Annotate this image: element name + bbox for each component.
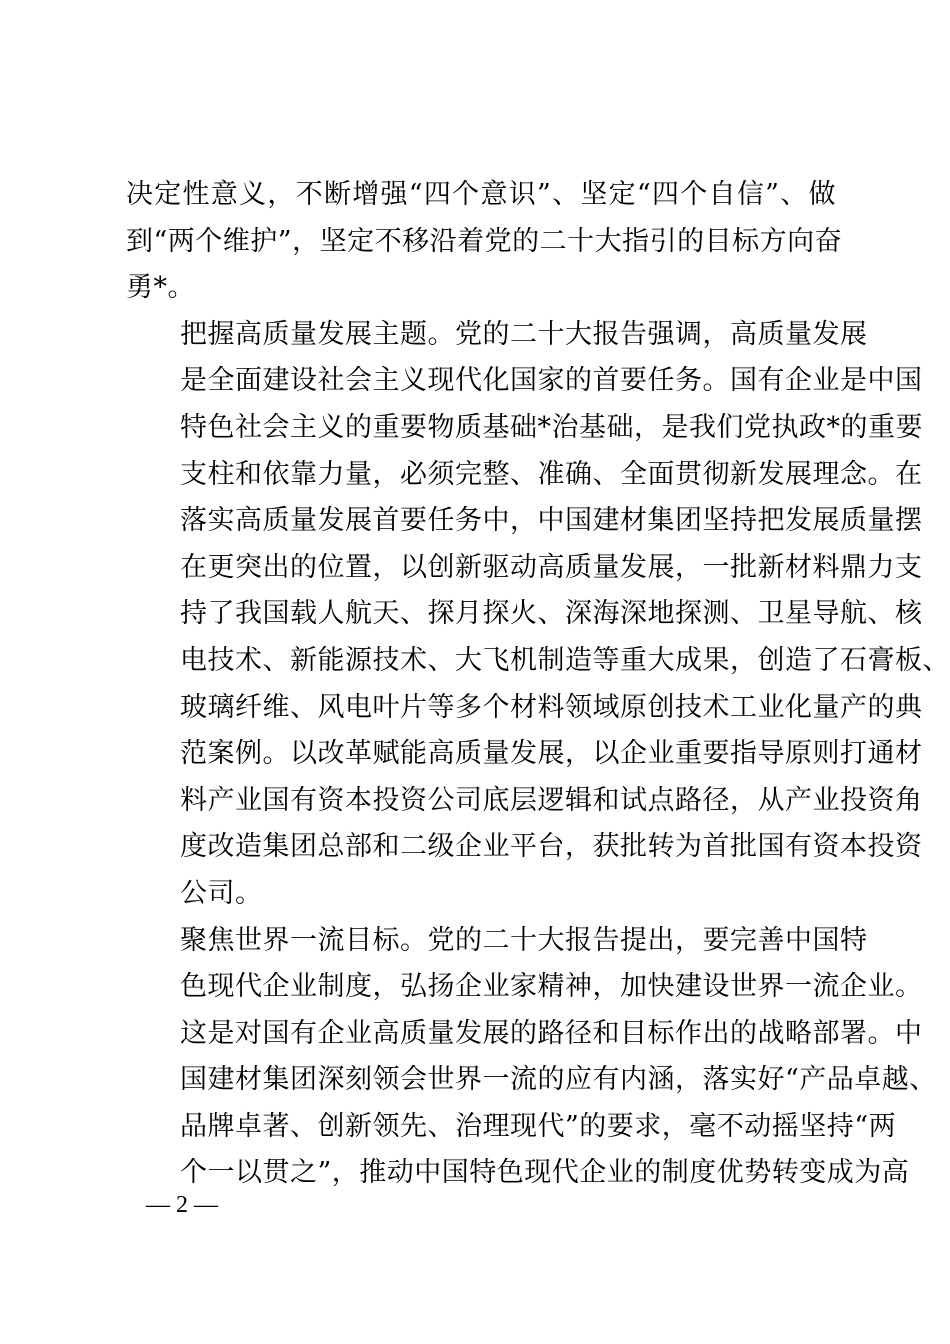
text-line: 聚焦世界一流目标。党的二十大报告提出，要完善中国特 (180, 924, 868, 956)
text-line: 把握高质量发展主题。党的二十大报告强调，高质量发展 (180, 318, 868, 350)
text-line: 电技术、新能源技术、大飞机制造等重大成果，创造了石膏板、 (180, 644, 950, 676)
text-line: 国建材集团深刻领会世界一流的应有内涵，落实好“产品卓越、 (180, 1064, 937, 1096)
text-line: 色现代企业制度，弘扬企业家精神，加快建设世界一流企业。 (180, 971, 923, 1003)
text-line: 玻璃纤维、风电叶片等多个材料领域原创技术工业化量产的典 (180, 691, 923, 723)
text-line: 到“两个维护”，坚定不移沿着党的二十大指引的目标方向奋 (126, 225, 843, 257)
paragraph (126, 312, 950, 918)
page-number: — 2 — (146, 1192, 218, 1218)
text-line: 公司。 (180, 877, 263, 909)
text-line: 料产业国有资本投资公司底层逻辑和试点路径，从产业投资角 (180, 784, 923, 816)
document-body (126, 172, 950, 1197)
text-line: 是全面建设社会主义现代化国家的首要任务。国有企业是中国 (180, 365, 923, 397)
text-line: 特色社会主义的重要物质基础*治基础，是我们党执政*的重要 (180, 411, 923, 443)
text-line: 在更突出的位置，以创新驱动高质量发展，一批新材料鼎力支 (180, 551, 923, 583)
text-line: 落实高质量发展首要任务中，中国建材集团坚持把发展质量摆 (180, 505, 923, 537)
paragraph (126, 172, 843, 312)
paragraph (126, 918, 937, 1198)
text-line: 品牌卓著、创新领先、治理现代”的要求，毫不动摇坚持“两 (180, 1110, 897, 1142)
text-line: 度改造集团总部和二级企业平台，获批转为首批国有资本投资 (180, 831, 923, 863)
text-line: 范案例。以改革赋能高质量发展，以企业重要指导原则打通材 (180, 738, 923, 770)
text-line: 支柱和依靠力量，必须完整、准确、全面贯彻新发展理念。在 (180, 458, 923, 490)
text-line: 这是对国有企业高质量发展的路径和目标作出的战略部署。中 (180, 1017, 923, 1049)
text-line: 决定性意义，不断增强“四个意识”、坚定“四个自信”、做 (126, 179, 836, 210)
text-line: 个一以贯之”，推动中国特色现代企业的制度优势转变成为高 (180, 1157, 910, 1189)
text-line: 持了我国载人航天、探月探火、深海深地探测、卫星导航、核 (180, 598, 923, 630)
text-line: 勇*。 (126, 272, 195, 304)
